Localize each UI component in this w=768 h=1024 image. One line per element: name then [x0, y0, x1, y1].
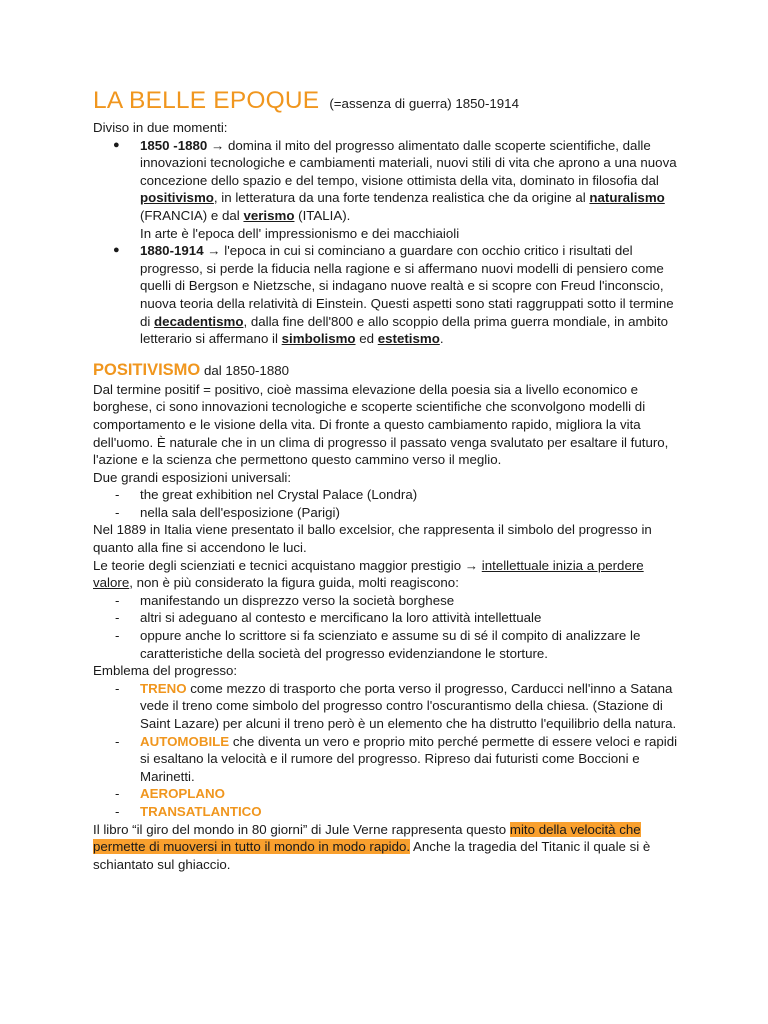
list-item: - the great exhibition nel Crystal Palace (Londra) — [93, 486, 683, 504]
paragraph: Due grandi esposizioni universali: — [93, 469, 292, 485]
moment-date: 1850 -1880 — [140, 137, 208, 153]
emblems-list — [93, 680, 683, 821]
list-item: - nella sala dell'esposizione (Parigi) — [93, 504, 683, 522]
paragraph: Emblema del progresso: — [93, 663, 238, 679]
text: . — [439, 331, 444, 347]
keyword: estetismo — [377, 331, 440, 347]
highlighted-text: mito della velocità che permette di muoversi in tutto il mondo in modo rapido. — [93, 821, 641, 855]
expo-list — [93, 486, 683, 521]
text: , non è più considerato la figura guida, molti reagiscono: — [129, 575, 459, 591]
keyword: verismo — [243, 207, 295, 223]
list-item: - oppure anche lo scrittore si fa scienziato e assume su di sé il compito di analizzare le caratteristiche della società del progresso evidenziandone le storture. — [93, 627, 683, 662]
emblem-keyword: AUTOMOBILE — [140, 733, 230, 749]
underlined-text: intellettuale inizia a perdere valore — [93, 557, 644, 591]
list-item — [93, 785, 683, 803]
text: l'epoca in cui si cominciano a guardare con occhio critico i risultati del progresso, si perde la fiducia nella ragione e si affermano nuovi modelli di pensiero come quelli di Bergson e Nietzsche, si indagano nuove realtà e si scopre con Freud l'inconscio, nuova teoria della relatività di Einstein. Questi aspetti sono stati raggruppati sotto il termine di — [140, 243, 674, 329]
keyword: naturalismo — [589, 190, 665, 206]
emblem-keyword: TRANSATLANTICO — [140, 803, 262, 819]
text: ed — [355, 331, 378, 347]
text: Il libro “il giro del mondo in 80 giorni” di Jule Verne rappresenta questo — [93, 821, 510, 837]
text: , in letteratura da una forte tendenza realistica che da origine al — [213, 190, 590, 206]
text: Anche la tragedia del Titanic il quale si è schiantato sul ghiaccio. — [93, 839, 651, 872]
paragraph — [93, 557, 683, 592]
arrow: → — [207, 137, 228, 153]
keyword: positivismo — [140, 190, 214, 206]
text: come mezzo di trasporto che porta verso il progresso, Carducci nell'inno a Satana vede il treno come simbolo del progresso contro l'oscurantismo della chiesa. (Stazione di Saint Lazare) per alcuni il treno però è un elemento che ha distrutto l'equilibrio della natura. — [140, 680, 677, 731]
keyword: simbolismo — [281, 331, 356, 347]
paragraph: Nel 1889 in Italia viene presentato il ballo excelsior, che rappresenta il simbolo del progresso in quanto alla fine si accendono le luci. — [93, 522, 652, 556]
list-item: - manifestando un disprezzo verso la società borghese — [93, 592, 683, 610]
moment-item — [93, 242, 683, 348]
emblem-keyword: AEROPLANO — [140, 786, 225, 802]
text: (ITALIA). — [294, 207, 351, 223]
text: (FRANCIA) e dal — [140, 207, 244, 223]
list-item: - altri si adeguano al contesto e mercificano la loro attività intellettuale — [93, 609, 683, 627]
moments-list — [93, 137, 683, 348]
heading-sub: dal 1850-1880 — [200, 362, 290, 378]
document-title — [93, 86, 683, 119]
reactions-list — [93, 592, 683, 662]
intro-text: Diviso in due momenti: — [93, 120, 228, 135]
title-subtitle: (=assenza di guerra) 1850-1914 — [329, 96, 519, 111]
text: domina il mito del progresso alimentato dalle scoperte scientifiche, dalle innovazioni tecnologiche e cambiamenti materiali, nuovi stili di vita che aprono a una nuova concezione dello spazio e del tempo, visione ottimista della vita, dominato in filosofia dal — [140, 137, 677, 188]
title-main: LA BELLE EPOQUE — [93, 87, 320, 114]
emblem-keyword: TRENO — [140, 680, 187, 696]
list-item — [93, 733, 683, 786]
moment-item — [93, 137, 683, 243]
text: , dalla fine dell'800 e allo scoppio della prima guerra mondiale, in ambito letterario si affermano il — [140, 313, 669, 347]
heading-text: POSITIVISMO — [93, 360, 201, 379]
text: In arte è l'epoca dell' impressionismo e dei macchiaioli — [140, 225, 460, 241]
paragraph — [93, 821, 683, 874]
paragraph: Dal termine positif = positivo, cioè massima elevazione della poesia sia a livello economico e borghese, ci sono innovazioni tecnologiche e scoperte scientifiche che sconvolgono modelli di comportamento e le visione della vita. Di fronte a questo cambiamento rapido, migliora la vita dell'uomo. È naturale che in un clima di progresso il passato venga svalutato per esaltare il futuro, l'azione e la scienza che permettono questo cammino verso il meglio. — [93, 381, 669, 468]
moment-date: 1880-1914 — [140, 243, 204, 259]
list-item — [93, 803, 683, 821]
text: Le teorie degli scienziati e tecnici acquistano maggior prestigio → — [93, 557, 482, 573]
document-page — [93, 86, 683, 873]
section-heading — [93, 360, 683, 381]
text: che diventa un vero e proprio mito perché permette di essere veloci e rapidi si esaltano la velocità e il rumore del progresso. Ripreso dai futuristi come Boccioni e Marinetti. — [140, 733, 678, 784]
arrow: → — [203, 243, 225, 259]
keyword: decadentismo — [154, 313, 244, 329]
list-item — [93, 680, 683, 733]
